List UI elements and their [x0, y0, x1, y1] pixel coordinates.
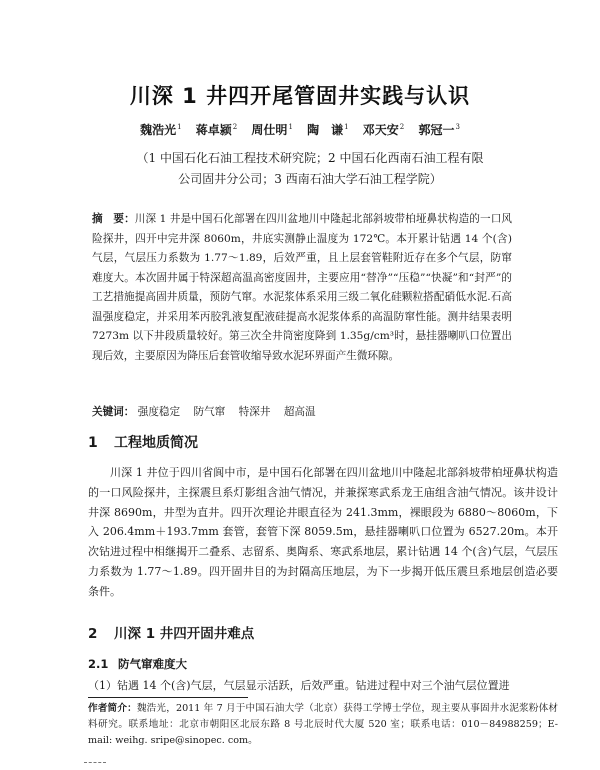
affiliation-line: （1 中国石化石油工程技术研究院；2 中国石化西南石油工程有限	[136, 151, 484, 165]
affiliation-mark: 1	[344, 123, 349, 131]
abstract	[92, 210, 512, 366]
section-title: 川深 1 井四开固井难点	[114, 626, 255, 642]
keywords	[92, 404, 512, 419]
author-name: 魏浩光	[140, 123, 177, 137]
keyword: 防气窜	[193, 406, 226, 418]
keyword: 超高温	[283, 406, 316, 418]
section-title: 工程地质简况	[114, 435, 198, 451]
subsection-number: 2.1	[88, 657, 109, 671]
author-name: 郭冠一	[418, 123, 455, 137]
footnote-text: 魏浩光，2011 年 7 月于中国石油大学（北京）获得工学博士学位，现主要从事固井水泥浆粉体材料研究。联系地址：北京市朝阳区北辰东路 8 号北辰时代大厦 520 室；联系电话：010－84988259；E-mail: weihg. sripe@sinopec. com。	[88, 703, 559, 746]
author	[363, 121, 404, 138]
author-name: 邓天安	[362, 123, 399, 137]
footnote-label: 作者简介：	[88, 703, 137, 714]
affiliation-mark: 2	[232, 123, 238, 131]
author	[140, 121, 181, 138]
section-number: 2	[88, 626, 98, 642]
author-name: 周仕明	[251, 123, 288, 137]
keywords-label: 关键词：	[92, 406, 135, 418]
subsection-paragraph: （1）钻遇 14 个(含)气层，气层显示活跃，后效严重。钻进过程中对三个油气层位置进	[88, 679, 510, 692]
author-name: 蒋卓颍	[195, 123, 232, 137]
affiliation-mark: 1	[177, 123, 182, 131]
footnote-divider	[88, 697, 248, 698]
author	[196, 121, 237, 138]
author	[307, 121, 348, 138]
author-footnote	[88, 701, 558, 749]
subsection-title: 防气窜难度大	[118, 657, 187, 671]
keyword: 特深井	[238, 406, 271, 418]
section-number: 1	[88, 435, 98, 451]
section-heading	[88, 622, 254, 642]
author	[418, 121, 459, 138]
abstract-text: 川深 1 井是中国石化部署在四川盆地川中隆起北部斜坡带柏垭鼻状构造的一口风险探井，四开中完井深 8060m，井底实测静止温度为 172℃。本开累计钻遇 14 个(含)气层，气层压力系数为 1.77～1.89，后效严重，且上层套管鞋附近存在多个气层，防窜难度大。本次固井属于特深超高温高密度固井，主要应用“替净”“压稳”“快凝”和“封严”的工艺措施提高固井质量，预防气窜。水泥浆体系采用三级二氧化硅颗粒搭配硝低水泥.石高温强度稳定，并采用苯丙胶乳液复配液硅提高水泥浆体系的高温防窜性能。测井结果表明 7273m 以下井段质量较好。第三次全井筒密度降到 1.35g/cm³时，悬挂器喇叭口位置出现后效，主要原因为降压后套管收缩导致水泥环界面产生微环隙。	[92, 213, 512, 362]
section-heading	[88, 432, 198, 452]
paper-title: 川深 1 井四开尾管固井实践与认识	[129, 84, 471, 108]
author-list	[80, 121, 520, 138]
keyword: 强度稳定	[137, 406, 181, 418]
paragraph-text: 川深 1 井位于四川省阆中市，是中国石化部署在四川盆地川中隆起北部斜坡带柏垭鼻状构造的一口风险探井，主探震旦系灯影组含油气情况，并兼探寒武系龙王庙组含油气情况。该井设计井深 8690m，井型为直井。四开次理论井眼直径为 241.3mm，裸眼段为 6880～8060m，下入 206.4mm＋193.7mm 套管，套管下深 8059.5m，悬挂器喇叭口位置为 6527.20m。本开次钻进过程中相继揭开二叠系、志留系、奥陶系、寒武系地层，累计钻遇 14 个(含)气层，气层压力系数为 1.77～1.89。四开固井目的为封隔高压地层，为下一步揭开低压震旦系地层创造必要条件。	[88, 466, 558, 598]
author-name: 陶 谦	[307, 123, 344, 137]
section-paragraph	[88, 463, 558, 602]
affiliation-mark: 1	[288, 123, 293, 131]
affiliation-line: 公司固井分公司；3 西南石油大学石油工程学院）	[178, 172, 442, 186]
abstract-label: 摘 要：	[92, 213, 135, 225]
subsection-heading	[88, 656, 187, 672]
affiliation-mark: 3	[455, 123, 460, 131]
page-edge-mark	[84, 762, 106, 763]
affiliation-block	[110, 148, 510, 190]
affiliation-mark: 2	[399, 123, 405, 131]
author	[251, 121, 292, 138]
